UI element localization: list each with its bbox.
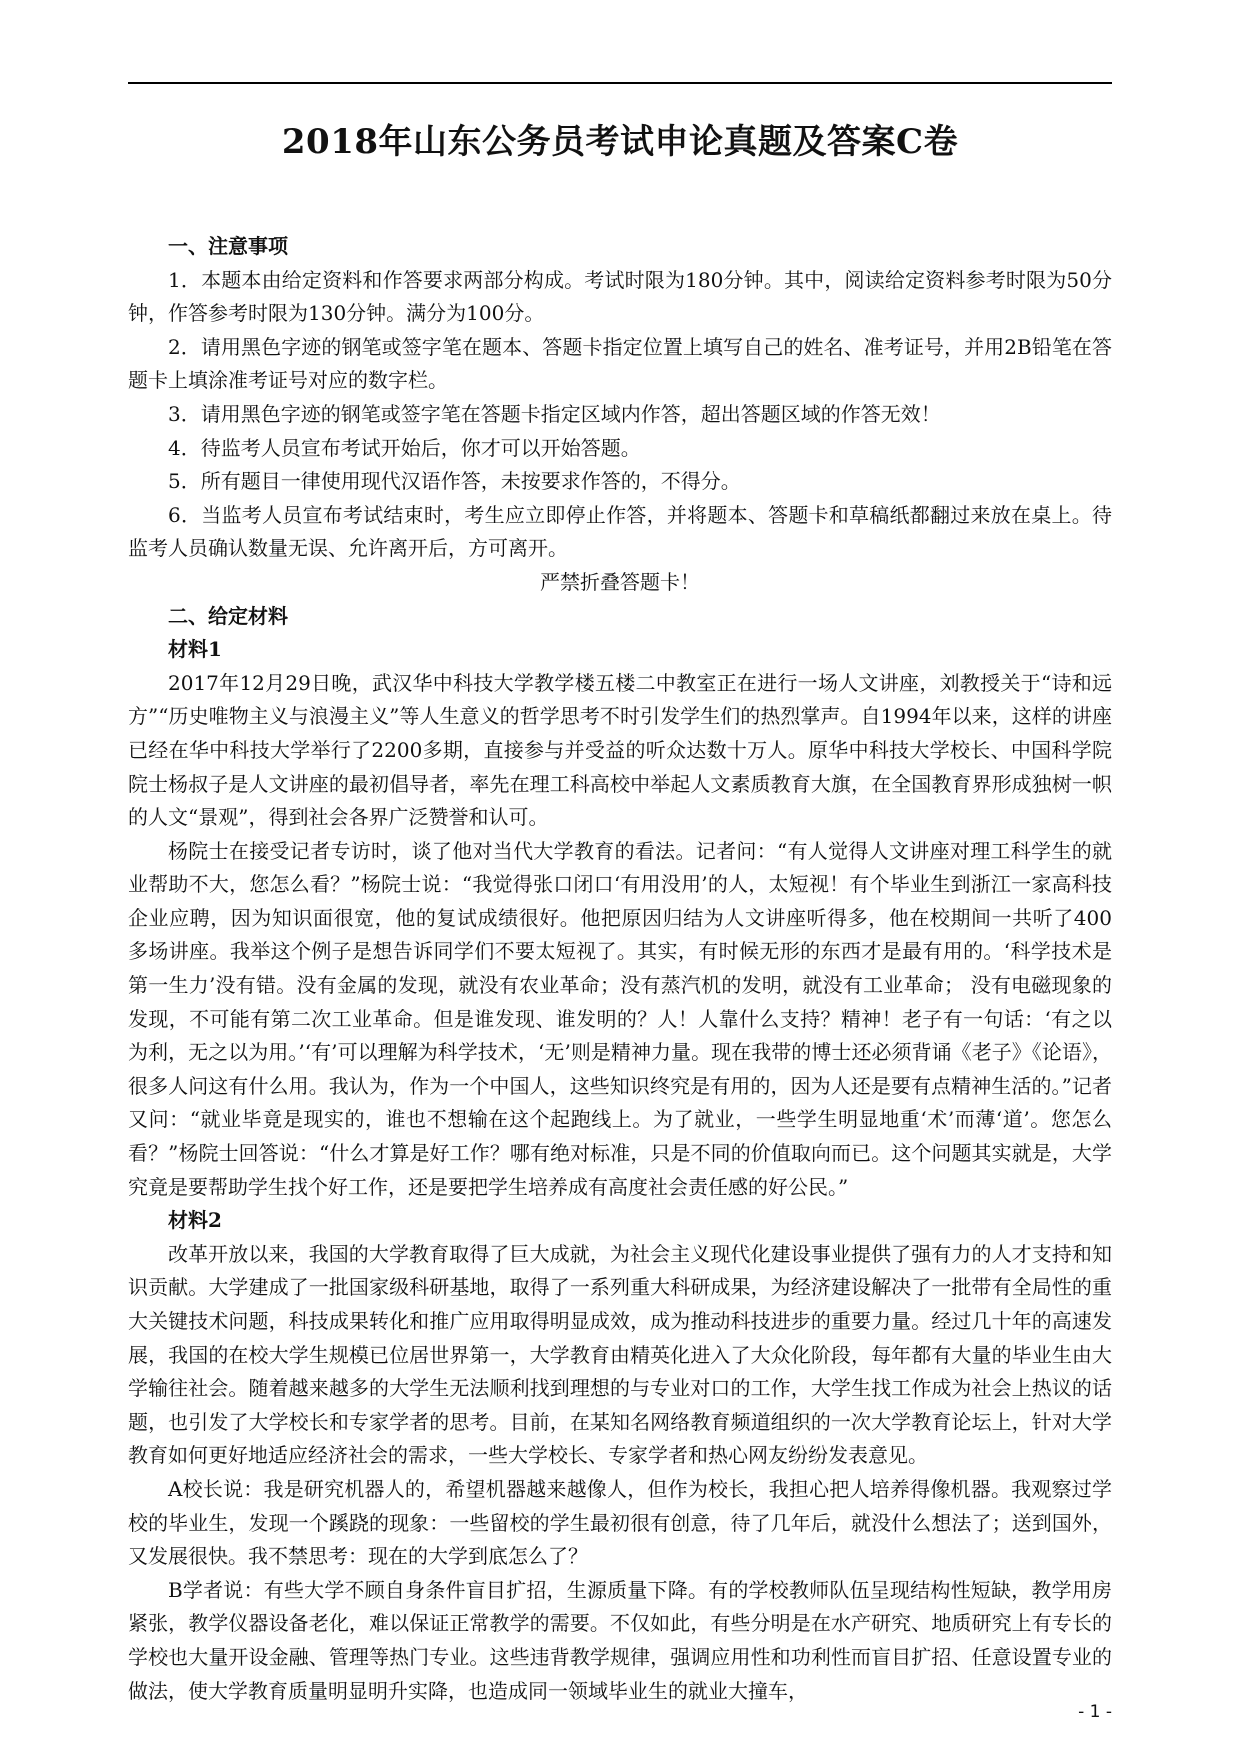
section-heading-materials: 二、给定材料 [168,603,288,628]
notice-item: 3．请用黑色字迹的钢笔或签字笔在答题卡指定区域内作答，超出答题区域的作答无效！ [168,401,941,426]
material-paragraph: A校长说：我是研究机器人的，希望机器越来越像人，但作为校长，我担心把人培养得像机器。我观察过学校的毕业生，发现一个蹊跷的现象：一些留校的学生最初很有创意，待了几年后，就没什么想法了；送到国外，又发展很快。我不禁思考：现在的大学到底怎么了？ [128,1476,1112,1569]
page-title: 2018年山东公务员考试申论真题及答案C卷 [281,122,959,162]
notice-item: 1．本题本由给定资料和作答要求两部分构成。考试时限为180分钟。其中，阅读给定资料参考时限为50分钟，作答参考时限为130分钟。满分为100分。 [128,267,1112,326]
material-paragraph: 杨院士在接受记者专访时，谈了他对当代大学教育的看法。记者问：“有人觉得人文讲座对理工科学生的就业帮助不大，您怎么看？”杨院士说：“我觉得张口闭口‘有用没用’的人，太短视！有个毕业生到浙江一家高科技企业应聘，因为知识面很宽，他的复试成绩很好。他把原因归结为人文讲座听得多，他在校期间一共听了400 多场讲座。我举这个例子是想告诉同学们不要太短视了。其实，有时候无形的东西才是最有用的。‘科学技术是第一生力’没有错。没有金属的发现，就没有农业革命；没有蒸汽机的发明，就没有工业革命； 没有电磁现象的发现，不可能有第二次工业革命。但是谁发现、谁发明的？人！人靠什么支持？精神！老子有一句话：‘有之以为利，无之以为用。’‘有’可以理解为科学技术，‘无’则是精神力量。现在我带的博士还必须背诵《老子》《论语》，很多人问这有什么用。我认为，作为一个中国人，这些知识终究是有用的，因为人还是要有点精神生活的。”记者又问：“就业毕竟是现实的，谁也不想输在这个起跑线上。为了就业，一些学生明显地重‘术’而薄‘道’。您怎么看？”杨院士回答说：“什么才算是好工作？哪有绝对标准，只是不同的价值取向而已。这个问题其实就是，大学究竟是要帮助学生找个好工作，还是要把学生培养成有高度社会责任感的好公民。” [128,838,1112,1199]
header-rule [128,82,1112,84]
document-body [128,230,1112,1708]
material-paragraph: B学者说：有些大学不顾自身条件盲目扩招，生源质量下降。有的学校教师队伍呈现结构性短缺，教学用房紧张，教学仪器设备老化，难以保证正常教学的需要。不仅如此，有些分明是在水产研究、地质研究上有专长的学校也大量开设金融、管理等热门专业。这些违背教学规律，强调应用性和功利性而盲目扩招、任意设置专业的做法，使大学教育质量明显明升实降，也造成同一领域毕业生的就业大撞车， [128,1577,1112,1703]
notice-item: 5．所有题目一律使用现代汉语作答，未按要求作答的，不得分。 [168,469,741,494]
material-paragraph: 改革开放以来，我国的大学教育取得了巨大成就，为社会主义现代化建设事业提供了强有力的人才支持和知识贡献。大学建成了一批国家级科研基地，取得了一系列重大科研成果，为经济建设解决了一批带有全局性的重大关键技术问题，科技成果转化和推广应用取得明显成效，成为推动科技进步的重要力量。经过几十年的高速发展，我国的在校大学生规模已位居世界第一，大学教育由精英化进入了大众化阶段，每年都有大量的毕业生由大学输往社会。随着越来越多的大学生无法顺利找到理想的与专业对口的工作，大学生找工作成为社会上热议的话题，也引发了大学校长和专家学者的思考。目前，在某知名网络教育频道组织的一次大学教育论坛上，针对大学教育如何更好地适应经济社会的需求，一些大学校长、专家学者和热心网友纷纷发表意见。 [128,1241,1112,1468]
page-number: - 1 - [1078,1702,1112,1722]
notice-item: 4．待监考人员宣布考试开始后，你才可以开始答题。 [168,435,641,460]
section-heading-notices: 一、注意事项 [168,234,288,258]
notice-item: 6．当监考人员宣布考试结束时，考生应立即停止作答，并将题本、答题卡和草稿纸都翻过来放在桌上。待监考人员确认数量无误、允许离开后，方可离开。 [128,502,1112,561]
notice-item: 2．请用黑色字迹的钢笔或签字笔在题本、答题卡指定位置上填写自己的姓名、准考证号，并用2B铅笔在答题卡上填涂准考证号对应的数字栏。 [128,334,1112,393]
material-paragraph: 2017年12月29日晚，武汉华中科技大学教学楼五楼二中教室正在进行一场人文讲座，刘教授关于“诗和远方”“历史唯物主义与浪漫主义”等人生意义的哲学思考不时引发学生们的热烈掌声。自1994年以来，这样的讲座已经在华中科技大学举行了2200多期，直接参与并受益的听众达数十万人。原华中科技大学校长、中国科学院院士杨叔子是人文讲座的最初倡导者，率先在理工科高校中举起人文素质教育大旗，在全国教育界形成独树一帜的人文“景观”，得到社会各界广泛赞誉和认可。 [128,670,1112,830]
material-heading: 材料2 [168,1208,222,1233]
warning-line: 严禁折叠答题卡！ [540,569,700,594]
material-heading: 材料1 [168,637,222,662]
